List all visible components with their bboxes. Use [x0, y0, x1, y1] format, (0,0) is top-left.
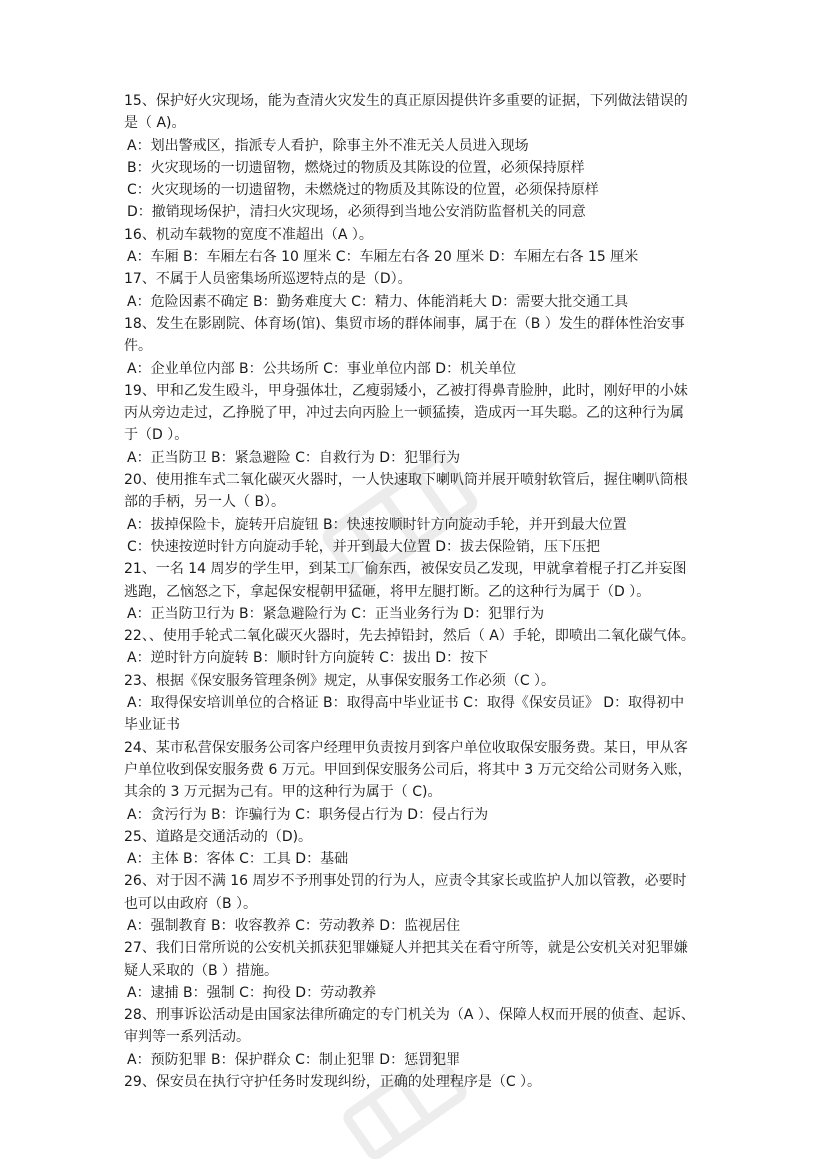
question-text-line: 部的手柄，另一人（ B）。 [124, 494, 286, 511]
answer-options-line: A：划出警戒区，指派专人看护，除事主外不准无关人员进入现场 [127, 137, 529, 154]
question-text-line: 23、根据《保安服务管理条例》规定，从事保安服务工作必须（C ）。 [124, 672, 556, 689]
answer-options-line: A：正当防卫 B：紧急避险 C：自救行为 D：犯罪行为 [127, 449, 461, 466]
answer-options-line: A：预防犯罪 B：保护群众 C：制止犯罪 D：惩罚犯罪 [127, 1051, 461, 1068]
answer-options-line: A：强制教育 B：收容教养 C：劳动教养 D：监视居住 [127, 917, 461, 934]
answer-options-line: A：取得保安培训单位的合格证 B：取得高中毕业证书 C：取得《保安员证》 D：取得初中 [127, 695, 685, 712]
answer-options-line: B：火灾现场的一切遗留物，燃烧过的物质及其陈设的位置，必须保持原样 [127, 159, 585, 176]
question-list [124, 90, 714, 1093]
question-text-line: 也可以由政府（B ）。 [124, 895, 258, 912]
question-text-line: 19、甲和乙发生殴斗，甲身强体壮，乙瘦弱矮小，乙被打得鼻青脸肿，此时，刚好甲的小妹 [124, 382, 688, 399]
question-text-line: 户单位收到保安服务费 6 万元。甲回到保安服务公司后，将其中 3 万元交给公司财务入账， [124, 761, 692, 778]
question-text-line: 是（ A)。 [124, 115, 186, 132]
question-text-line: 25、道路是交通活动的（D)。 [124, 828, 313, 845]
question-text-line: 18、发生在影剧院、体育场(馆)、集贸市场的群体闹事，属于在（B ）发生的群体性治安事 [124, 315, 685, 332]
answer-options-line: A：拔掉保险卡，旋转开启旋钮 B：快速按顺时针方向旋动手轮，并开到最大位置 [127, 516, 627, 533]
answer-options-line: C：快速按逆时针方向旋动手轮，并开到最大位置 D：拔去保险销，压下压把 [127, 538, 601, 555]
answer-options-line: A：主体 B：客体 C：工具 D：基础 [127, 851, 349, 868]
question-text-line: 件。 [124, 338, 152, 355]
answer-options-line: A：正当防卫行为 B：紧急避险行为 C：正当业务行为 D：犯罪行为 [127, 605, 545, 622]
question-text-line: 丙从旁边走过，乙挣脱了甲，冲过去向丙脸上一顿猛揍，造成丙一耳失聪。乙的这种行为属 [124, 405, 684, 422]
question-text-line: 21、一名 14 周岁的学生甲，到某工厂偷东西，被保安员乙发现，甲就拿着棍子打乙并妄图 [124, 561, 687, 578]
answer-options-line: C：火灾现场的一切遗留物，未燃烧过的物质及其陈设的位置，必须保持原样 [127, 182, 599, 199]
question-text-line: 22、、使用手轮式二氧化碳灭火器时，先去掉铅封，然后（ A）手轮，即喷出二氧化碳气体。 [124, 628, 695, 645]
question-text-line: 20、使用推车式二氧化碳灭火器时，一人快速取下喇叭筒并展开喷射软管后，握住喇叭筒根 [124, 472, 688, 489]
answer-options-line: A：危险因素不确定 B：勤务难度大 C：精力、体能消耗大 D：需要大批交通工具 [127, 293, 629, 310]
answer-options-line: A：贪污行为 B：诈骗行为 C：职务侵占行为 D：侵占行为 [127, 806, 489, 823]
question-text-line: 毕业证书 [124, 717, 180, 734]
answer-options-line: A：企业单位内部 B：公共场所 C：事业单位内部 D：机关单位 [127, 360, 517, 377]
question-text-line: 29、保安员在执行守护任务时发现纠纷，正确的处理程序是（C ）。 [124, 1074, 542, 1091]
question-text-line: 27、我们日常所说的公安机关抓获犯罪嫌疑人并把其关在看守所等，就是公安机关对犯罪嫌 [124, 940, 688, 957]
question-text-line: 15、保护好火灾现场，能为查清火灾发生的真正原因提供许多重要的证据，下列做法错误的 [124, 93, 688, 109]
answer-options-line: A：逆时针方向旋转 B：顺时针方向旋转 C：拔出 D：按下 [127, 650, 489, 667]
question-text-line: 26、对于因不满 16 周岁不予刑事处罚的行为人，应责令其家长或监护人加以管教，必要时 [124, 873, 687, 890]
question-text-line: 17、不属于人员密集场所巡逻特点的是（D）。 [124, 271, 412, 288]
question-text-line: 28、刑事诉讼活动是由国家法律所确定的专门机关为（A ）、保障人权而开展的侦查、起诉、 [124, 1007, 695, 1024]
question-text-line: 疑人采取的（B ）措施。 [124, 962, 279, 979]
question-text-line: 16、机动车载物的宽度不准超出（A ）。 [124, 226, 373, 243]
question-text-line: 24、某市私营保安服务公司客户经理甲负责按月到客户单位收取保安服务费。某日，甲从客 [124, 739, 688, 756]
question-text-line: 其余的 3 万元据为己有。甲的这种行为属于（ C)。 [124, 784, 442, 801]
question-text-line: 逃跑，乙恼怒之下，拿起保安棍朝甲猛砸，将甲左腿打断。乙的这种行为属于（D ）。 [124, 583, 651, 600]
answer-options-line: D：撤销现场保护，清扫火灾现场，必须得到当地公安消防监督机关的同意 [127, 204, 586, 221]
answer-options-line: A：逮捕 B：强制 C：拘役 D：劳动教养 [127, 984, 377, 1001]
question-text-line: 审判等一系列活动。 [124, 1029, 250, 1046]
answer-options-line: A：车厢 B：车厢左右各 10 厘米 C：车厢左右各 20 厘米 D：车厢左右各 15 厘米 [127, 249, 639, 266]
question-text-line: 于（D ）。 [124, 427, 189, 444]
